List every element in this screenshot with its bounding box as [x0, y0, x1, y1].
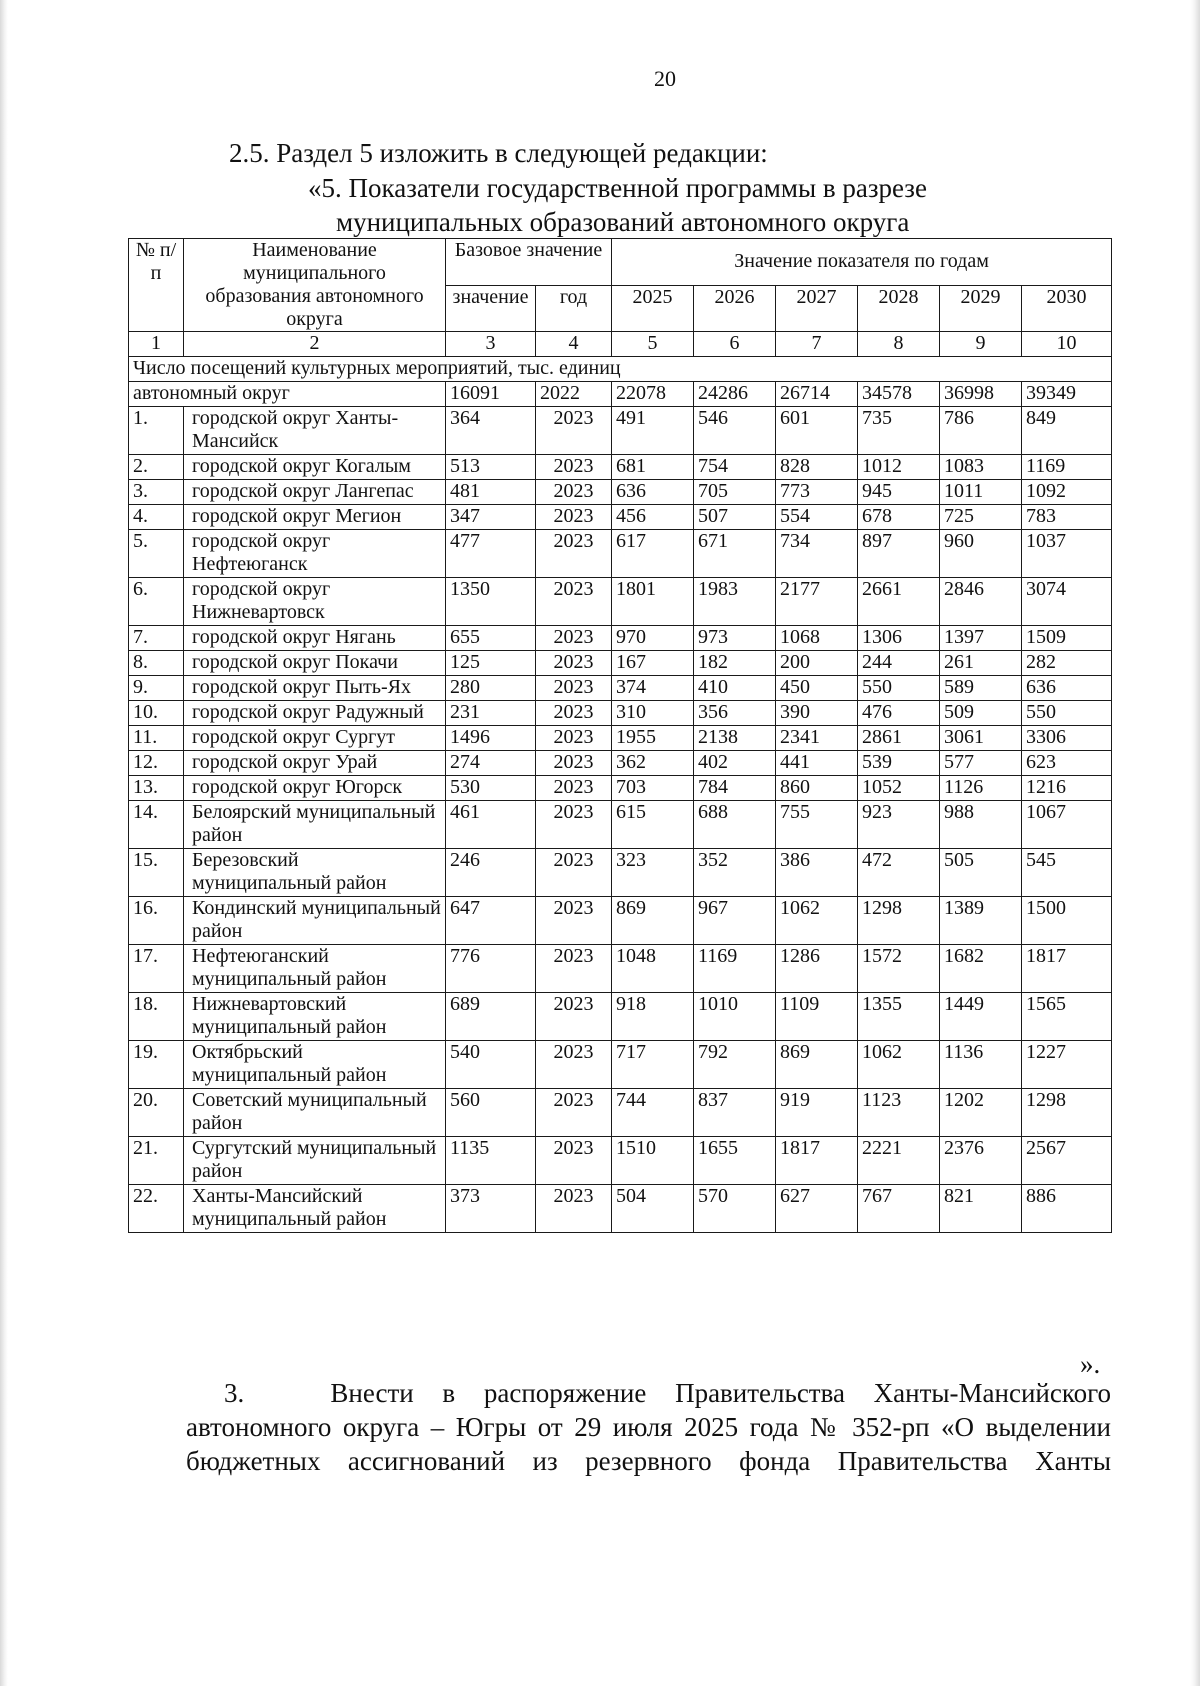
base-value: 246	[446, 849, 536, 897]
value-2027: 386	[776, 849, 858, 897]
base-year: 2023	[536, 578, 612, 626]
municipality-name: Кондинский муниципальный район	[184, 897, 446, 945]
municipality-name: Октябрьский муниципальный район	[184, 1041, 446, 1089]
base-year: 2023	[536, 530, 612, 578]
column-numbers-row	[129, 332, 1112, 357]
table-row	[129, 407, 1112, 455]
value-2029: 261	[940, 651, 1022, 676]
table-row	[129, 1041, 1112, 1089]
table-row	[129, 651, 1112, 676]
value-2026: 352	[694, 849, 776, 897]
total-name: автономный округ	[129, 382, 446, 407]
municipality-name: городской округ Нижневартовск	[184, 578, 446, 626]
base-value: 347	[446, 505, 536, 530]
value-2026: 705	[694, 480, 776, 505]
value-2030: 1500	[1022, 897, 1112, 945]
value-2028: 1062	[858, 1041, 940, 1089]
row-number: 5.	[129, 530, 184, 578]
value-2028: 1355	[858, 993, 940, 1041]
base-value: 373	[446, 1185, 536, 1233]
value-2027: 860	[776, 776, 858, 801]
table-row	[129, 776, 1112, 801]
row-number: 10.	[129, 701, 184, 726]
total-value-2025: 22078	[612, 382, 694, 407]
row-number: 4.	[129, 505, 184, 530]
value-2025: 636	[612, 480, 694, 505]
municipality-name: городской округ Мегион	[184, 505, 446, 530]
table-row	[129, 578, 1112, 626]
value-2029: 2376	[940, 1137, 1022, 1185]
municipality-name: Березовский муниципальный район	[184, 849, 446, 897]
base-value: 655	[446, 626, 536, 651]
value-2029: 1682	[940, 945, 1022, 993]
row-number: 6.	[129, 578, 184, 626]
value-2030: 1067	[1022, 801, 1112, 849]
value-2027: 2341	[776, 726, 858, 751]
value-2028: 767	[858, 1185, 940, 1233]
value-2030: 636	[1022, 676, 1112, 701]
municipality-name: городской округ Когалым	[184, 455, 446, 480]
value-2025: 456	[612, 505, 694, 530]
municipality-name: городской округ Радужный	[184, 701, 446, 726]
base-year: 2023	[536, 751, 612, 776]
base-value: 513	[446, 455, 536, 480]
base-year: 2023	[536, 455, 612, 480]
value-2030: 2567	[1022, 1137, 1112, 1185]
municipality-name: городской округ Пыть-Ях	[184, 676, 446, 701]
header-year-2029: 2029	[940, 285, 1022, 332]
row-number: 8.	[129, 651, 184, 676]
municipality-name: городской округ Покачи	[184, 651, 446, 676]
table-row	[129, 849, 1112, 897]
value-2030: 1169	[1022, 455, 1112, 480]
table-row	[129, 1089, 1112, 1137]
value-2025: 717	[612, 1041, 694, 1089]
value-2028: 2221	[858, 1137, 940, 1185]
row-number: 16.	[129, 897, 184, 945]
value-2027: 200	[776, 651, 858, 676]
header-year-2030: 2030	[1022, 285, 1112, 332]
column-number: 3	[446, 332, 536, 357]
indicator-title: Число посещений культурных мероприятий, тыс. единиц	[129, 357, 1112, 382]
value-2029: 725	[940, 505, 1022, 530]
column-number: 9	[940, 332, 1022, 357]
base-value: 560	[446, 1089, 536, 1137]
base-value: 1496	[446, 726, 536, 751]
value-2025: 1801	[612, 578, 694, 626]
column-number: 8	[858, 332, 940, 357]
value-2028: 923	[858, 801, 940, 849]
value-2026: 792	[694, 1041, 776, 1089]
value-2027: 1062	[776, 897, 858, 945]
base-year: 2023	[536, 1185, 612, 1233]
header-year-2028: 2028	[858, 285, 940, 332]
table-row	[129, 1185, 1112, 1233]
value-2026: 546	[694, 407, 776, 455]
column-number: 6	[694, 332, 776, 357]
value-2026: 1169	[694, 945, 776, 993]
value-2025: 918	[612, 993, 694, 1041]
base-year: 2023	[536, 651, 612, 676]
base-value: 1350	[446, 578, 536, 626]
row-number: 2.	[129, 455, 184, 480]
total-value-2030: 39349	[1022, 382, 1112, 407]
value-2025: 970	[612, 626, 694, 651]
row-number: 1.	[129, 407, 184, 455]
paragraph-3-line1: 3. Внести в распоряжение Правительства Ханты-Мансийского	[224, 1378, 1111, 1408]
value-2025: 681	[612, 455, 694, 480]
value-2030: 1216	[1022, 776, 1112, 801]
municipality-name: городской округ Лангепас	[184, 480, 446, 505]
value-2028: 550	[858, 676, 940, 701]
value-2030: 886	[1022, 1185, 1112, 1233]
value-2028: 1012	[858, 455, 940, 480]
column-number: 4	[536, 332, 612, 357]
value-2029: 577	[940, 751, 1022, 776]
total-base-value: 16091	[446, 382, 536, 407]
value-2027: 919	[776, 1089, 858, 1137]
value-2027: 1068	[776, 626, 858, 651]
paragraph-3-line3: бюджетных ассигнований из резервного фонда Правительства Ханты	[186, 1446, 1111, 1476]
table-row	[129, 626, 1112, 651]
total-value-2027: 26714	[776, 382, 858, 407]
base-year: 2023	[536, 993, 612, 1041]
base-value: 231	[446, 701, 536, 726]
value-2027: 554	[776, 505, 858, 530]
value-2025: 362	[612, 751, 694, 776]
value-2030: 1298	[1022, 1089, 1112, 1137]
value-2028: 1298	[858, 897, 940, 945]
table-row	[129, 993, 1112, 1041]
municipality-name: городской округ Югорск	[184, 776, 446, 801]
value-2025: 1955	[612, 726, 694, 751]
value-2027: 869	[776, 1041, 858, 1089]
value-2026: 507	[694, 505, 776, 530]
value-2026: 671	[694, 530, 776, 578]
base-value: 364	[446, 407, 536, 455]
value-2029: 1389	[940, 897, 1022, 945]
value-2029: 1136	[940, 1041, 1022, 1089]
value-2029: 505	[940, 849, 1022, 897]
column-number: 2	[184, 332, 446, 357]
header-year-2025: 2025	[612, 285, 694, 332]
value-2026: 402	[694, 751, 776, 776]
value-2026: 1010	[694, 993, 776, 1041]
value-2025: 744	[612, 1089, 694, 1137]
value-2030: 545	[1022, 849, 1112, 897]
paragraph-3-line2: автономного округа – Югры от 29 июля 2025 года № 352-рп «О выделении	[186, 1412, 1111, 1442]
value-2030: 3074	[1022, 578, 1112, 626]
value-2027: 390	[776, 701, 858, 726]
base-year: 2023	[536, 1137, 612, 1185]
value-2027: 1286	[776, 945, 858, 993]
row-number: 9.	[129, 676, 184, 701]
value-2027: 734	[776, 530, 858, 578]
value-2030: 1037	[1022, 530, 1112, 578]
table-row	[129, 897, 1112, 945]
table-row	[129, 945, 1112, 993]
value-2028: 1123	[858, 1089, 940, 1137]
value-2028: 1052	[858, 776, 940, 801]
value-2030: 1092	[1022, 480, 1112, 505]
indicator-title-row	[129, 357, 1112, 382]
value-2028: 2661	[858, 578, 940, 626]
value-2026: 754	[694, 455, 776, 480]
base-year: 2023	[536, 480, 612, 505]
total-value-2029: 36998	[940, 382, 1022, 407]
section-title-line1: «5. Показатели государственной программы в разрезе	[308, 173, 927, 203]
header-base-year: год	[536, 285, 612, 332]
value-2025: 374	[612, 676, 694, 701]
municipality-name: Нефтеюганский муниципальный район	[184, 945, 446, 993]
header-number: № п/п	[129, 239, 184, 332]
header-base: Базовое значение	[446, 239, 612, 286]
row-number: 18.	[129, 993, 184, 1041]
municipality-name: городской округ Сургут	[184, 726, 446, 751]
table-row	[129, 801, 1112, 849]
value-2027: 1109	[776, 993, 858, 1041]
base-value: 540	[446, 1041, 536, 1089]
base-value: 274	[446, 751, 536, 776]
value-2027: 1817	[776, 1137, 858, 1185]
value-2026: 837	[694, 1089, 776, 1137]
base-year: 2023	[536, 801, 612, 849]
value-2028: 476	[858, 701, 940, 726]
base-year: 2023	[536, 897, 612, 945]
base-value: 461	[446, 801, 536, 849]
value-2029: 786	[940, 407, 1022, 455]
base-value: 689	[446, 993, 536, 1041]
value-2026: 967	[694, 897, 776, 945]
value-2029: 589	[940, 676, 1022, 701]
value-2028: 244	[858, 651, 940, 676]
value-2026: 182	[694, 651, 776, 676]
value-2029: 1011	[940, 480, 1022, 505]
base-value: 125	[446, 651, 536, 676]
table-row	[129, 530, 1112, 578]
value-2029: 1397	[940, 626, 1022, 651]
municipality-name: Ханты-Мансийский муниципальный район	[184, 1185, 446, 1233]
indicators-table	[128, 238, 1112, 1233]
closing-quote: ».	[1080, 1349, 1101, 1379]
table-row	[129, 676, 1112, 701]
value-2030: 3306	[1022, 726, 1112, 751]
table-row	[129, 726, 1112, 751]
row-number: 17.	[129, 945, 184, 993]
value-2026: 1983	[694, 578, 776, 626]
row-number: 11.	[129, 726, 184, 751]
value-2029: 960	[940, 530, 1022, 578]
row-number: 7.	[129, 626, 184, 651]
column-number: 1	[129, 332, 184, 357]
municipality-name: городской округ Нефтеюганск	[184, 530, 446, 578]
value-2029: 1449	[940, 993, 1022, 1041]
table-row	[129, 455, 1112, 480]
row-number: 12.	[129, 751, 184, 776]
scan-edge-right	[1190, 0, 1200, 1686]
table-header-row-1	[129, 239, 1112, 286]
row-number: 21.	[129, 1137, 184, 1185]
value-2027: 441	[776, 751, 858, 776]
header-name: Наименование муниципального образования автономного округа	[184, 239, 446, 332]
value-2025: 1510	[612, 1137, 694, 1185]
value-2026: 784	[694, 776, 776, 801]
value-2029: 2846	[940, 578, 1022, 626]
table-row	[129, 751, 1112, 776]
base-year: 2023	[536, 505, 612, 530]
row-number: 3.	[129, 480, 184, 505]
value-2025: 1048	[612, 945, 694, 993]
base-value: 647	[446, 897, 536, 945]
municipality-name: Нижневартовский муниципальный район	[184, 993, 446, 1041]
column-number: 5	[612, 332, 694, 357]
municipality-name: Советский муниципальный район	[184, 1089, 446, 1137]
value-2027: 627	[776, 1185, 858, 1233]
municipality-name: городской округ Нягань	[184, 626, 446, 651]
value-2025: 310	[612, 701, 694, 726]
base-year: 2023	[536, 626, 612, 651]
value-2025: 167	[612, 651, 694, 676]
section-title-line2: муниципальных образований автономного округа	[336, 207, 910, 237]
value-2030: 550	[1022, 701, 1112, 726]
value-2028: 539	[858, 751, 940, 776]
base-year: 2023	[536, 726, 612, 751]
value-2028: 1306	[858, 626, 940, 651]
value-2030: 1817	[1022, 945, 1112, 993]
value-2027: 2177	[776, 578, 858, 626]
base-value: 776	[446, 945, 536, 993]
row-number: 19.	[129, 1041, 184, 1089]
value-2025: 869	[612, 897, 694, 945]
page-number: 20	[654, 66, 676, 91]
base-year: 2023	[536, 849, 612, 897]
column-number: 7	[776, 332, 858, 357]
value-2028: 472	[858, 849, 940, 897]
base-year: 2023	[536, 1041, 612, 1089]
value-2030: 282	[1022, 651, 1112, 676]
row-number: 14.	[129, 801, 184, 849]
base-value: 1135	[446, 1137, 536, 1185]
value-2029: 509	[940, 701, 1022, 726]
column-number: 10	[1022, 332, 1112, 357]
municipality-name: Белоярский муниципальный район	[184, 801, 446, 849]
value-2027: 450	[776, 676, 858, 701]
value-2028: 897	[858, 530, 940, 578]
value-2029: 3061	[940, 726, 1022, 751]
table-row	[129, 1137, 1112, 1185]
value-2025: 703	[612, 776, 694, 801]
scan-edge-left	[0, 0, 8, 1686]
base-value: 530	[446, 776, 536, 801]
value-2029: 821	[940, 1185, 1022, 1233]
value-2026: 570	[694, 1185, 776, 1233]
base-year: 2023	[536, 407, 612, 455]
table-row	[129, 701, 1112, 726]
value-2026: 1655	[694, 1137, 776, 1185]
base-year: 2023	[536, 701, 612, 726]
value-2026: 973	[694, 626, 776, 651]
value-2029: 1202	[940, 1089, 1022, 1137]
municipality-name: Сургутский муниципальный район	[184, 1137, 446, 1185]
value-2025: 617	[612, 530, 694, 578]
total-value-2028: 34578	[858, 382, 940, 407]
municipality-name: городской округ Урай	[184, 751, 446, 776]
value-2027: 773	[776, 480, 858, 505]
municipality-name: городской округ Ханты-Мансийск	[184, 407, 446, 455]
header-year-2027: 2027	[776, 285, 858, 332]
value-2025: 615	[612, 801, 694, 849]
table-row	[129, 480, 1112, 505]
value-2026: 410	[694, 676, 776, 701]
value-2029: 1126	[940, 776, 1022, 801]
total-row	[129, 382, 1112, 407]
base-year: 2023	[536, 945, 612, 993]
section-instruction: 2.5. Раздел 5 изложить в следующей редакции:	[229, 138, 768, 168]
value-2026: 356	[694, 701, 776, 726]
base-value: 477	[446, 530, 536, 578]
value-2029: 1083	[940, 455, 1022, 480]
row-number: 20.	[129, 1089, 184, 1137]
value-2025: 491	[612, 407, 694, 455]
value-2025: 323	[612, 849, 694, 897]
header-values-by-year: Значение показателя по годам	[612, 239, 1112, 286]
value-2030: 783	[1022, 505, 1112, 530]
base-year: 2023	[536, 776, 612, 801]
value-2028: 1572	[858, 945, 940, 993]
total-base-year: 2022	[536, 382, 612, 407]
value-2030: 1227	[1022, 1041, 1112, 1089]
header-base-value: значение	[446, 285, 536, 332]
value-2028: 945	[858, 480, 940, 505]
value-2025: 504	[612, 1185, 694, 1233]
value-2026: 688	[694, 801, 776, 849]
base-value: 481	[446, 480, 536, 505]
base-value: 280	[446, 676, 536, 701]
value-2027: 601	[776, 407, 858, 455]
value-2027: 828	[776, 455, 858, 480]
value-2030: 849	[1022, 407, 1112, 455]
table-row	[129, 505, 1112, 530]
value-2026: 2138	[694, 726, 776, 751]
value-2030: 1509	[1022, 626, 1112, 651]
value-2028: 678	[858, 505, 940, 530]
value-2030: 623	[1022, 751, 1112, 776]
row-number: 15.	[129, 849, 184, 897]
row-number: 13.	[129, 776, 184, 801]
value-2028: 2861	[858, 726, 940, 751]
row-number: 22.	[129, 1185, 184, 1233]
base-year: 2023	[536, 1089, 612, 1137]
value-2027: 755	[776, 801, 858, 849]
value-2030: 1565	[1022, 993, 1112, 1041]
header-year-2026: 2026	[694, 285, 776, 332]
total-value-2026: 24286	[694, 382, 776, 407]
value-2028: 735	[858, 407, 940, 455]
value-2029: 988	[940, 801, 1022, 849]
base-year: 2023	[536, 676, 612, 701]
